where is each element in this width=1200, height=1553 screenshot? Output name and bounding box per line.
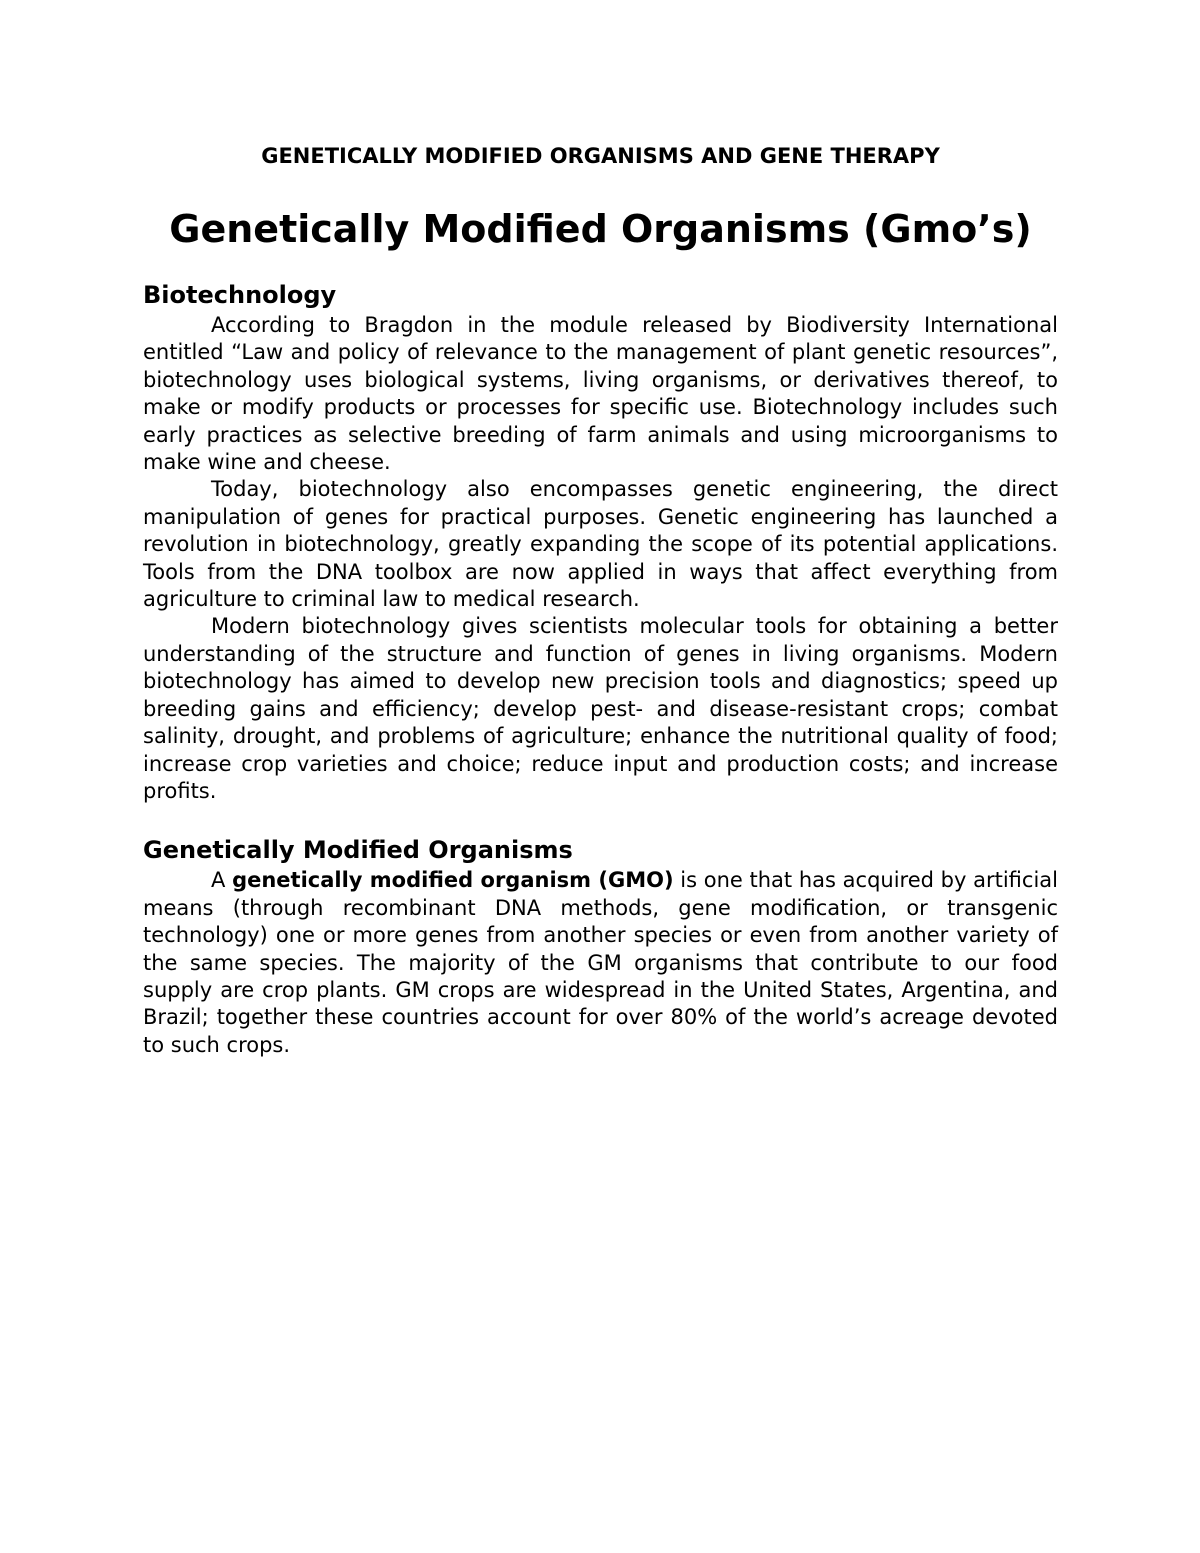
gmo-body-text: is one that has acquired by artificial means (through recombinant DNA methods, gene modification, or transgenic technology) one or more genes from another species or even from another variety of the same species. The majority of the GM organisms that contribute to our food supply are crop plants. GM crops are widespread in the United States, Argentina, and Brazil; together these countries account for over 80% of the world’s acreage devoted to such crops.	[143, 868, 1058, 1057]
gmo-lead-text: A	[211, 868, 233, 893]
gmo-term-bold: genetically modified organism (GMO)	[232, 868, 674, 893]
paragraph-biotech-definition: According to Bragdon in the module released by Biodiversity International entitled “Law and policy of relevance to the management of plant genetic resources”, biotechnology uses biological systems, living organisms, or derivatives thereof, to make or modify products or processes for specific use. Biotechnology includes such early practices as selective breeding of farm animals and using microorganisms to make wine and cheese.	[143, 313, 1058, 475]
paragraph-modern-biotechnology: Modern biotechnology gives scientists molecular tools for obtaining a better understanding of the structure and function of genes in living organisms. Modern biotechnology has aimed to develop new precision tools and diagnostics; speed up breeding gains and efficiency; develop pest- and disease-resistant crops; combat salinity, drought, and problems of agriculture; enhance the nutritional quality of food; increase crop varieties and choice; reduce input and production costs; and increase profits.	[143, 614, 1058, 803]
section-heading-biotechnology: Biotechnology	[143, 281, 337, 309]
document-header: GENETICALLY MODIFIED ORGANISMS AND GENE THERAPY	[261, 144, 940, 168]
document-page	[143, 138, 1058, 1059]
section-heading-gmo: Genetically Modified Organisms	[143, 836, 573, 865]
paragraph-genetic-engineering: Today, biotechnology also encompasses genetic engineering, the direct manipulation of genes for practical purposes. Genetic engineering has launched a revolution in biotechnology, greatly expanding the scope of its potential applications. Tools from the DNA toolbox are now applied in ways that affect everything from agriculture to criminal law to medical research.	[143, 477, 1058, 612]
paragraph-gmo-definition	[143, 867, 1058, 1059]
document-title: Genetically Modified Organisms (Gmo’s)	[169, 207, 1032, 251]
